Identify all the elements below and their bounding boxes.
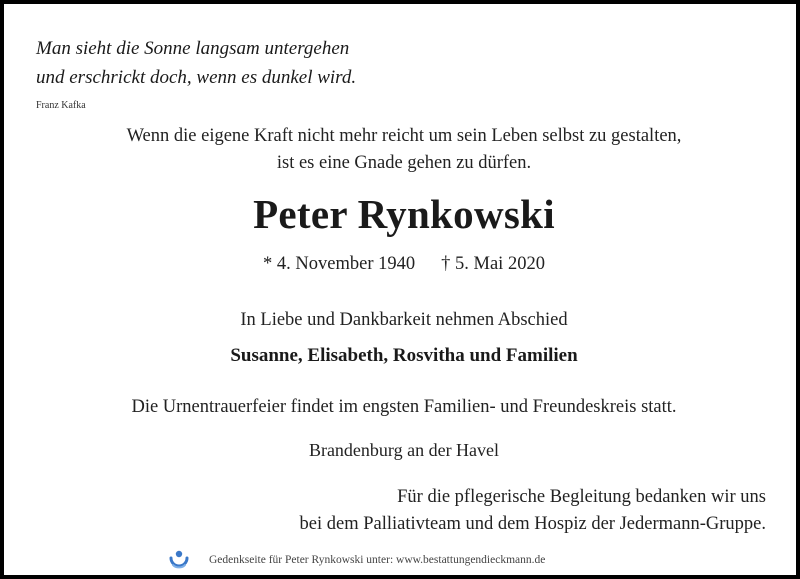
thanks-line-2: bei dem Palliativteam und dem Hospiz der Jedermann-Gruppe. (299, 514, 766, 534)
life-dates (4, 254, 800, 275)
birth-date: * 4. November 1940 (263, 254, 416, 274)
mourners-intro: In Liebe und Dankbarkeit nehmen Abschied (240, 310, 568, 330)
ceremony-note: Die Urnentrauerfeier findet im engsten Familien- und Freundeskreis statt. (131, 397, 677, 417)
memorial-page-link[interactable]: Gedenkseite für Peter Rynkowski unter: www.bestattungendieckmann.de (209, 554, 546, 566)
quote-author: Franz Kafka (36, 100, 86, 111)
quote-line-2: und erschrickt doch, wenn es dunkel wird. (36, 67, 357, 88)
intro-text (4, 123, 800, 177)
deceased-name: Peter Rynkowski (253, 191, 555, 237)
intro-line-1: Wenn die eigene Kraft nicht mehr reicht um sein Leben selbst zu gestalten, (126, 126, 682, 146)
place-name: Brandenburg an der Havel (308, 440, 500, 460)
quote-line-1: Man sieht die Sonne langsam untergehen (36, 38, 350, 59)
intro-line-2: ist es eine Gnade gehen zu dürfen. (276, 153, 532, 173)
thanks-note (300, 484, 766, 538)
death-date: † 5. Mai 2020 (441, 254, 545, 274)
thanks-line-1: Für die pflegerische Begleitung bedanken wir uns (397, 487, 766, 507)
kafka-quote (36, 34, 356, 92)
mourners-names: Susanne, Elisabeth, Rosvitha und Familien (230, 345, 578, 366)
person-circle-logo-icon (167, 547, 191, 573)
